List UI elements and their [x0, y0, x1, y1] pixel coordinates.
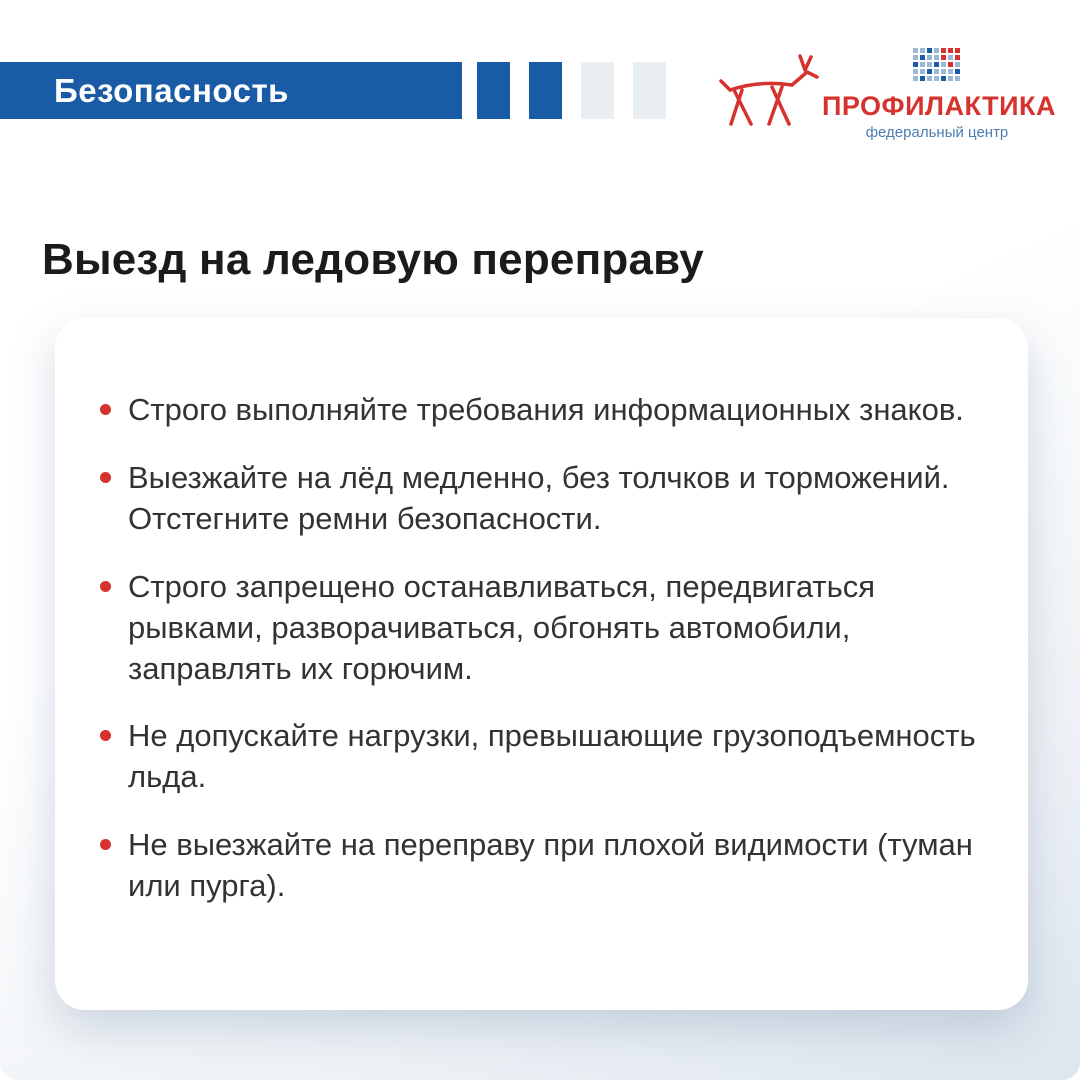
decorative-tiles: [477, 62, 666, 119]
list-item-text: Не допускайте нагрузки, превышающие грузоподъемность льда.: [128, 718, 976, 795]
list-item: [100, 390, 998, 431]
list-item: [100, 458, 998, 540]
bullet-dot: [100, 404, 111, 415]
tile-light-1: [581, 62, 614, 119]
bullet-dot: [100, 730, 111, 741]
list-item: [100, 825, 998, 907]
list-item-text: Строго выполняйте требования информационных знаков.: [128, 392, 964, 427]
content-card: [55, 318, 1028, 1010]
list-item-text: Выезжайте на лёд медленно, без толчков и торможений. Отстегните ремни безопасности.: [128, 459, 950, 536]
list-item-text: Не выезжайте на переправу при плохой видимости (туман или пурга).: [128, 827, 973, 904]
tile-light-2: [633, 62, 666, 119]
logo-brand-subtitle: федеральный центр: [865, 124, 1009, 142]
pixel-grid-icon: [913, 48, 962, 88]
list-item: [100, 716, 998, 798]
profilaktika-logo: [822, 48, 1056, 142]
bullet-dot: [100, 581, 111, 592]
page-title: Выезд на ледовую переправу: [42, 235, 704, 285]
bullet-dot: [100, 472, 111, 483]
tile-blue-2: [529, 62, 562, 119]
logo-brand-name: ПРОФИЛАКТИКА: [822, 91, 1056, 121]
category-banner: [0, 62, 462, 119]
reindeer-sketch-icon: [712, 50, 822, 135]
category-label: Безопасность: [54, 71, 289, 109]
bullet-dot: [100, 839, 111, 850]
list-item: [100, 567, 998, 690]
tile-blue-1: [477, 62, 510, 119]
safety-rules-list: [100, 390, 998, 907]
list-item-text: Строго запрещено останавливаться, передвигаться рывками, разворачиваться, обгонять автомобили, заправлять их горючим.: [128, 568, 876, 686]
